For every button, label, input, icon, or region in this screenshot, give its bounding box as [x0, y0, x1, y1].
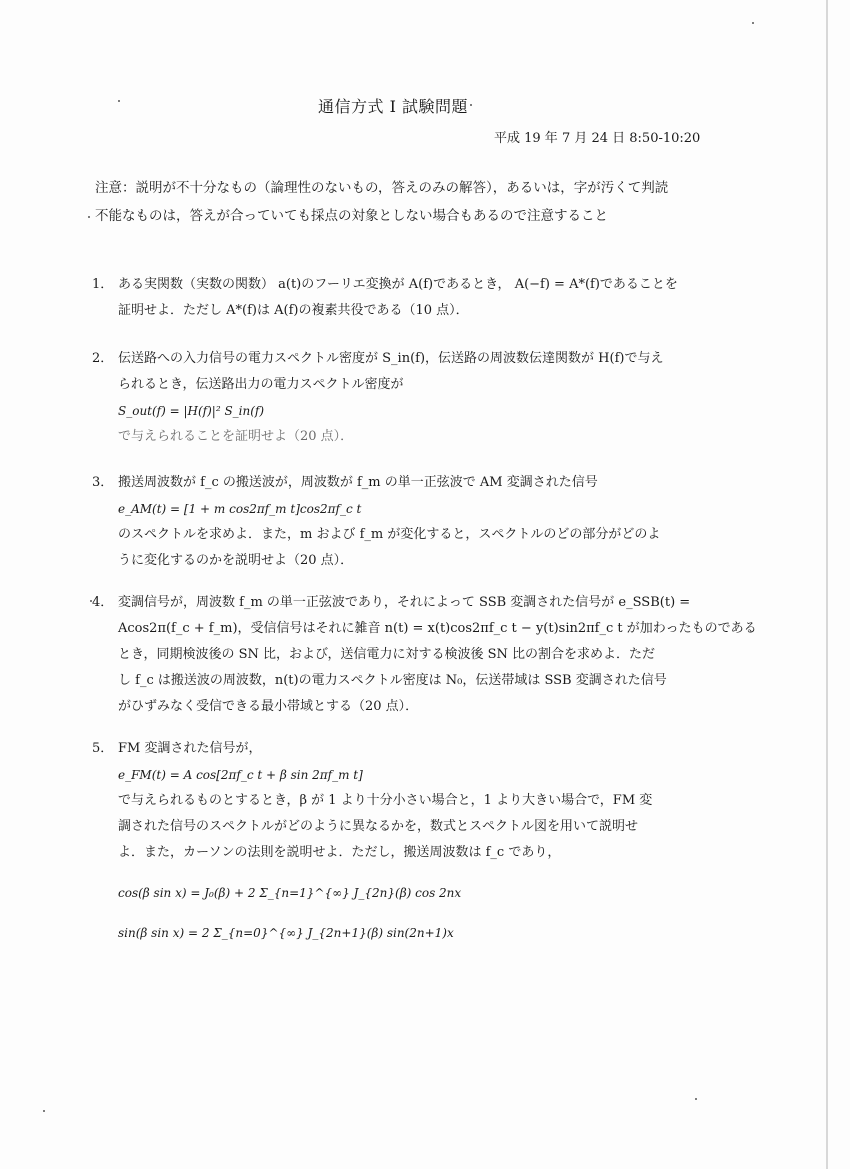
question-line: 証明せよ．ただし A*(f)は A(f)の複素共役である（10 点）．	[118, 303, 469, 318]
question-number: 4．	[92, 595, 114, 610]
question-line: とき，同期検波後の SN 比，および，送信電力に対する検波後 SN 比の割合を求めよ．ただ	[118, 647, 656, 662]
notice-line: 不能なものは，答えが合っていても採点の対象としない場合もあるので注意すること	[95, 208, 608, 224]
question-line: し f_c は搬送波の周波数，n(t)の電力スペクトル密度は N₀，伝送帯域は SSB 変調された信号	[118, 673, 667, 688]
exam-date: 平成 19 年 7 月 24 日 8:50-10:20	[494, 131, 701, 146]
scan-speck	[470, 104, 472, 106]
formula: cos(β sin x) = J₀(β) + 2 Σ_{n=1}^{∞} J_{2n}(β) cos 2nx	[118, 886, 462, 900]
question-line: 調された信号のスペクトルがどのように異なるかを，数式とスペクトル図を用いて説明せ	[118, 819, 639, 834]
question-line: Acos2π(f_c + f_m)，受信信号はそれに雑音 n(t) = x(t)cos2πf_c t − y(t)sin2πf_c t が加わったものである	[118, 621, 757, 636]
question-number: 1．	[92, 277, 114, 292]
notice-line: 注意：説明が不十分なもの（論理性のないもの，答えのみの解答），あるいは，字が汚くて判読	[95, 180, 669, 196]
scan-speck	[90, 600, 92, 602]
question-4	[92, 590, 757, 720]
scan-speck	[695, 1098, 697, 1100]
formula: sin(β sin x) = 2 Σ_{n=0}^{∞} J_{2n+1}(β) sin(2n+1)x	[118, 926, 454, 940]
question-line: よ．また，カーソンの法則を説明せよ．ただし，搬送周波数は f_c であり，	[118, 845, 561, 860]
question-number: 2．	[92, 351, 114, 366]
scan-speck	[43, 1110, 45, 1112]
question-line: FM 変調された信号が，	[118, 741, 262, 756]
question-line: がひずみなく受信できる最小帯域とする（20 点）．	[118, 699, 419, 714]
question-5	[92, 736, 682, 946]
formula: S_out(f) = |H(f)|² S_in(f)	[118, 404, 265, 418]
question-line: で与えられることを証明せよ（20 点）．	[118, 429, 354, 444]
notice	[95, 174, 695, 230]
question-line: のスペクトルを求めよ．また，m および f_m が変化すると，スペクトルのどの部分がどのよ	[118, 527, 661, 542]
question-3	[92, 470, 682, 574]
scan-edge-line	[826, 0, 828, 1169]
question-1	[92, 272, 682, 324]
formula: e_AM(t) = [1 + m cos2πf_m t]cos2πf_c t	[118, 502, 362, 516]
question-line: で与えられるものとするとき，β が 1 より十分小さい場合と，1 より大きい場合で，FM 変	[118, 793, 653, 808]
question-number: 3．	[92, 475, 114, 490]
question-line: うに変化するのかを説明せよ（20 点）．	[118, 553, 354, 568]
question-line: 伝送路への入力信号の電力スペクトル密度が S_in(f)，伝送路の周波数伝達関数が H(f)で与え	[118, 351, 664, 366]
question-line: られるとき，伝送路出力の電力スペクトル密度が	[118, 377, 404, 392]
scan-speck	[88, 216, 90, 218]
question-line: 搬送周波数が f_c の搬送波が，周波数が f_m の単一正弦波で AM 変調された信号	[118, 475, 598, 490]
scan-speck	[752, 22, 754, 24]
question-number: 5．	[92, 741, 114, 756]
question-line: 変調信号が，周波数 f_m の単一正弦波であり，それによって SSB 変調された信号が e_SSB(t) =	[118, 595, 691, 610]
exam-title: 通信方式 I 試験問題	[318, 97, 468, 116]
question-2	[92, 346, 682, 450]
scan-speck	[118, 100, 120, 102]
question-line: ある実関数（実数の関数） a(t)のフーリエ変換が A(f)であるとき， A(−f) = A*(f)であることを	[118, 277, 678, 292]
formula: e_FM(t) = A cos[2πf_c t + β sin 2πf_m t]	[118, 768, 363, 782]
